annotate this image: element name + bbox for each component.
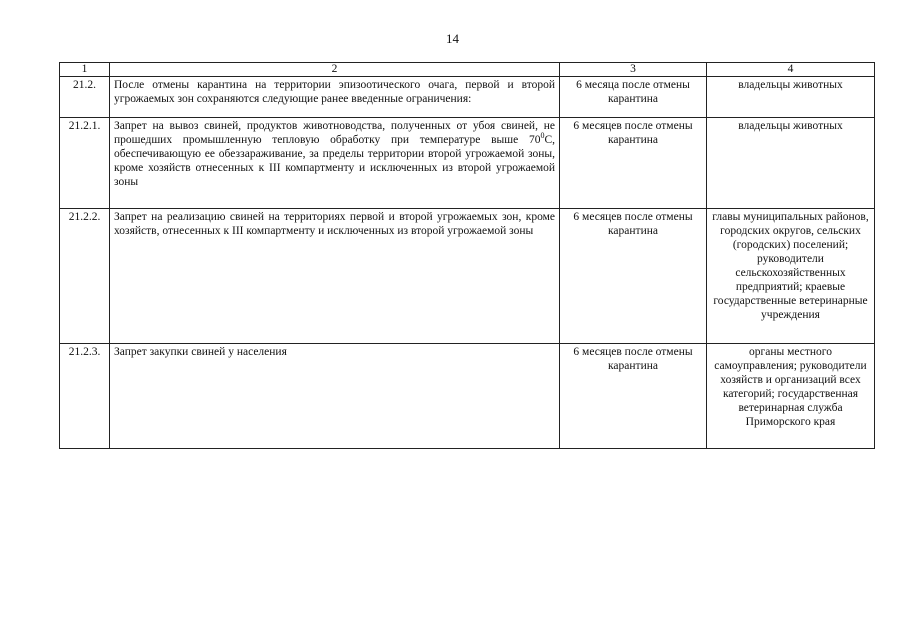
row-description: Запрет закупки свиней у населения <box>110 344 560 449</box>
row-description: После отмены карантина на территории эпизоотического очага, первой и второй угрожаемых зон сохраняются следующие ранее введенные ограничения: <box>110 77 560 118</box>
row-number: 21.2. <box>60 77 110 118</box>
row-description <box>110 118 560 209</box>
column-header: 1 <box>60 63 110 77</box>
table-row <box>60 77 875 118</box>
table-row <box>60 118 875 209</box>
row-responsible: владельцы животных <box>707 77 875 118</box>
table-row <box>60 209 875 344</box>
table-header-row <box>60 63 875 77</box>
row-number: 21.2.1. <box>60 118 110 209</box>
row-number: 21.2.2. <box>60 209 110 344</box>
row-term: 6 месяцев после отмены карантина <box>560 344 707 449</box>
measures-table <box>59 62 875 449</box>
row-term: 6 месяца после отмены карантина <box>560 77 707 118</box>
row-responsible: органы местного самоуправления; руководители хозяйств и организаций всех категорий; государственная ветеринарная служба Приморского края <box>707 344 875 449</box>
degree-superscript: 0 <box>540 131 545 141</box>
table-row <box>60 344 875 449</box>
column-header: 3 <box>560 63 707 77</box>
column-header: 4 <box>707 63 875 77</box>
row-description: Запрет на реализацию свиней на территориях первой и второй угрожаемых зон, кроме хозяйств, отнесенных к III компартменту и исключенных из второй угрожаемой зоны <box>110 209 560 344</box>
row-term: 6 месяцев после отмены карантина <box>560 209 707 344</box>
page-number: 14 <box>446 31 459 46</box>
row-responsible: владельцы животных <box>707 118 875 209</box>
row-description-part: С, обеспечивающую ее обеззараживание, за пределы территории второй угрожаемой зоны, кроме хозяйств отнесенных к III компартменту и исключенных из второй угрожаемой зоны <box>114 134 555 188</box>
row-number: 21.2.3. <box>60 344 110 449</box>
row-term: 6 месяцев после отмены карантина <box>560 118 707 209</box>
row-description-part: Запрет на вывоз свиней, продуктов животноводства, полученных от убоя свиней, не прошедших промышленную тепловую обработку при температуре выше 70 <box>114 120 555 146</box>
row-responsible: главы муниципальных районов, городских округов, сельских (городских) поселений; руководители сельскохозяйственных предприятий; краевые государственные ветеринарные учреждения <box>707 209 875 344</box>
column-header: 2 <box>110 63 560 77</box>
